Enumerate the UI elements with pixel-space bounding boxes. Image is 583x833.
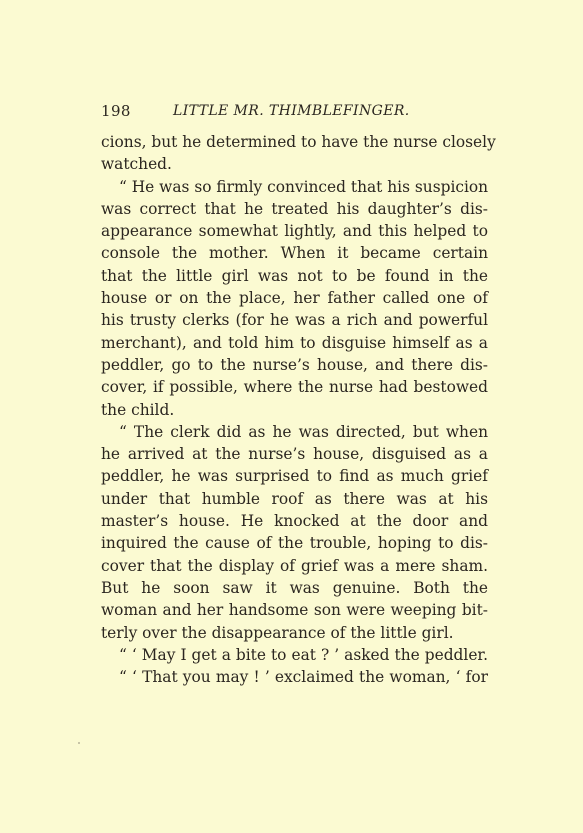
text-line: was correct that he treated his daughter’s dis- bbox=[101, 199, 488, 218]
text-line: “ The clerk did as he was directed, but when bbox=[119, 422, 488, 441]
text-line: merchant), and told him to disguise himself as a bbox=[101, 333, 488, 352]
text-line: cover that the display of grief was a mere sham. bbox=[101, 556, 488, 575]
text-line: the child. bbox=[101, 400, 175, 419]
text-line: “ ‘ That you may ! ’ exclaimed the woman, ‘ for bbox=[119, 668, 488, 687]
paper-speck bbox=[78, 742, 80, 744]
text-line: peddler, go to the nurse’s house, and there dis- bbox=[101, 355, 488, 374]
running-title: LITTLE MR. THIMBLEFINGER. bbox=[173, 103, 410, 119]
body-text bbox=[101, 131, 496, 688]
text-line: under that humble roof as there was at his bbox=[101, 489, 488, 508]
page-header bbox=[101, 100, 491, 122]
text-line: woman and her handsome son were weeping bit- bbox=[101, 601, 488, 620]
page-number: 198 bbox=[101, 102, 131, 120]
text-line: “ He was so firmly convinced that his suspicion bbox=[119, 177, 489, 196]
text-line: cions, but he determined to have the nurse closely bbox=[101, 133, 496, 151]
text-line: master’s house. He knocked at the door and bbox=[101, 512, 488, 531]
text-line: “ ‘ May I get a bite to eat ? ’ asked the peddler. bbox=[119, 645, 488, 664]
text-line: terly over the disappearance of the little girl. bbox=[101, 623, 454, 642]
text-line: console the mother. When it became certain bbox=[101, 244, 488, 263]
text-line: watched. bbox=[101, 155, 172, 174]
text-line: he arrived at the nurse’s house, disguised as a bbox=[101, 445, 488, 464]
text-line: cover, if possible, where the nurse had bestowed bbox=[101, 378, 488, 397]
text-line: But he soon saw it was genuine. Both the bbox=[101, 578, 488, 597]
text-line: inquired the cause of the trouble, hoping to dis- bbox=[101, 534, 488, 553]
text-line: appearance somewhat lightly, and this helped to bbox=[101, 222, 488, 241]
text-line: his trusty clerks (for he was a rich and powerful bbox=[101, 311, 488, 330]
text-line: peddler, he was surprised to find as much grief bbox=[101, 467, 488, 486]
text-line: house or on the place, her father called one of bbox=[101, 289, 488, 308]
text-line: that the little girl was not to be found in the bbox=[101, 266, 488, 285]
